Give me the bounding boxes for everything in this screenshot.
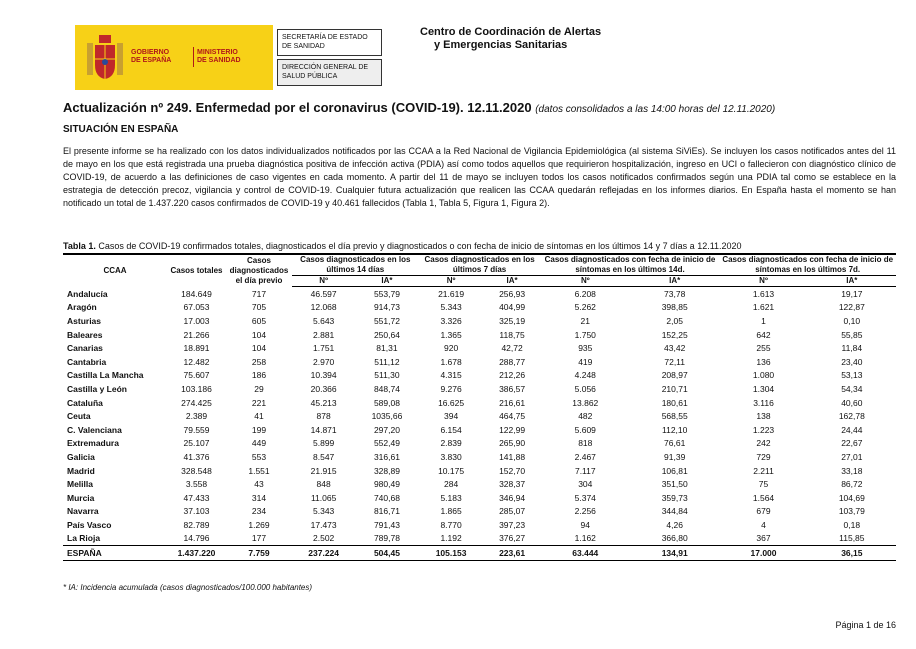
value-cell: 1 bbox=[761, 315, 766, 326]
value-cell: 1.865 bbox=[440, 506, 462, 517]
value-cell: 3.116 bbox=[753, 397, 774, 408]
ccaa-cell: Galicia bbox=[67, 451, 95, 462]
value-cell: 67.053 bbox=[183, 302, 210, 313]
table-row bbox=[63, 491, 896, 505]
value-cell: 5.899 bbox=[313, 438, 335, 449]
header bbox=[75, 25, 385, 90]
cases-table bbox=[63, 253, 896, 561]
header-7-dias: Casos diagnosticados en los últimos 7 días bbox=[419, 254, 541, 276]
ccaa-cell: Castilla y León bbox=[67, 383, 127, 394]
value-cell: 152,25 bbox=[661, 329, 688, 340]
value-cell: 8.547 bbox=[313, 451, 335, 462]
value-cell: 344,84 bbox=[661, 506, 688, 517]
value-cell: 237.224 bbox=[292, 546, 355, 561]
ccaa-cell: La Rioja bbox=[67, 533, 101, 544]
value-cell: 1.678 bbox=[440, 356, 462, 367]
value-cell: 325,19 bbox=[499, 315, 526, 326]
ccaa-cell: C. Valenciana bbox=[67, 424, 122, 435]
value-cell: 47.433 bbox=[183, 492, 210, 503]
value-cell: 29 bbox=[254, 383, 264, 394]
value-cell: 46.597 bbox=[310, 288, 337, 299]
value-cell: 1.304 bbox=[752, 383, 775, 394]
value-cell: 1.621 bbox=[752, 302, 775, 313]
government-logo-block bbox=[75, 25, 273, 90]
header-ccaa: CCAA bbox=[63, 254, 167, 287]
value-cell: 63.444 bbox=[541, 546, 630, 561]
value-cell: 55,85 bbox=[841, 329, 863, 340]
value-cell: 2,05 bbox=[666, 315, 683, 326]
value-cell: 274.425 bbox=[181, 397, 212, 408]
value-cell: 18.891 bbox=[183, 343, 210, 354]
ccaa-cell: Cataluña bbox=[67, 397, 103, 408]
value-cell: 398,85 bbox=[661, 302, 688, 313]
header-14-dias: Casos diagnosticados en los últimos 14 días bbox=[292, 254, 419, 276]
value-cell: 152,70 bbox=[499, 465, 526, 476]
value-cell: 25.107 bbox=[183, 438, 210, 449]
ccaa-cell: Navarra bbox=[67, 506, 99, 517]
table-row bbox=[63, 341, 896, 355]
value-cell: 914,73 bbox=[373, 302, 400, 313]
value-cell: 394 bbox=[443, 411, 459, 422]
table-row bbox=[63, 328, 896, 342]
value-cell: 8.770 bbox=[440, 519, 462, 530]
table-row bbox=[63, 287, 896, 301]
header-ia: IA* bbox=[808, 276, 896, 287]
value-cell: 14.871 bbox=[310, 424, 337, 435]
value-cell: 4 bbox=[761, 519, 766, 530]
value-cell: 1.162 bbox=[574, 533, 596, 544]
value-cell: 4.315 bbox=[440, 370, 462, 381]
value-cell: 104,69 bbox=[838, 492, 865, 503]
value-cell: 5.609 bbox=[574, 424, 596, 435]
value-cell: 19,17 bbox=[841, 288, 863, 299]
value-cell: 37.103 bbox=[183, 506, 210, 517]
value-cell: 54,34 bbox=[841, 383, 863, 394]
value-cell: 351,50 bbox=[661, 479, 688, 490]
value-cell: 234 bbox=[251, 506, 267, 517]
value-cell: 504,45 bbox=[355, 546, 418, 561]
value-cell: 255 bbox=[756, 343, 771, 354]
ccaa-cell: Murcia bbox=[67, 492, 95, 503]
value-cell: 316,61 bbox=[373, 451, 400, 462]
value-cell: 705 bbox=[251, 302, 267, 313]
value-cell: 177 bbox=[251, 533, 267, 544]
value-cell: 103,79 bbox=[838, 506, 865, 517]
value-cell: 848,74 bbox=[373, 383, 400, 394]
direccion-box: DIRECCIÓN GENERAL DE SALUD PÚBLICA bbox=[277, 59, 382, 86]
total-row bbox=[63, 546, 896, 561]
value-cell: 386,57 bbox=[499, 383, 526, 394]
value-cell: 5.643 bbox=[313, 315, 335, 326]
value-cell: 0,10 bbox=[843, 315, 861, 326]
value-cell: 464,75 bbox=[499, 411, 526, 422]
value-cell: 17.000 bbox=[719, 546, 807, 561]
value-cell: 4,26 bbox=[666, 519, 683, 530]
table-row bbox=[63, 396, 896, 410]
value-cell: 256,93 bbox=[499, 288, 526, 299]
value-cell: 397,23 bbox=[499, 519, 526, 530]
ccaa-cell: Baleares bbox=[67, 329, 103, 340]
value-cell: 53,13 bbox=[841, 370, 863, 381]
value-cell: 20.366 bbox=[310, 383, 337, 394]
value-cell: 482 bbox=[578, 411, 593, 422]
value-cell: 359,73 bbox=[661, 492, 688, 503]
value-cell: 41 bbox=[254, 411, 264, 422]
value-cell: 878 bbox=[316, 411, 331, 422]
value-cell: 1035,66 bbox=[371, 411, 403, 422]
value-cell: 43,42 bbox=[664, 343, 686, 354]
table-row bbox=[63, 355, 896, 369]
value-cell: 5.262 bbox=[574, 302, 596, 313]
value-cell: 980,49 bbox=[373, 479, 400, 490]
ccaa-cell: Canarias bbox=[67, 343, 103, 354]
page-title: Actualización nº 249. Enfermedad por el coronavirus (COVID-19). 12.11.2020 (datos consolidados a las 14:00 horas del 12.11.2020) bbox=[63, 100, 776, 115]
value-cell: 920 bbox=[443, 343, 459, 354]
value-cell: 75 bbox=[758, 479, 769, 490]
value-cell: 1.080 bbox=[752, 370, 775, 381]
value-cell: 642 bbox=[756, 329, 771, 340]
value-cell: 16.625 bbox=[438, 397, 465, 408]
table-row bbox=[63, 409, 896, 423]
value-cell: 729 bbox=[756, 451, 771, 462]
header-n: Nº bbox=[292, 276, 355, 287]
value-cell: 818 bbox=[578, 438, 593, 449]
value-cell: 2.502 bbox=[313, 533, 335, 544]
value-cell: 568,55 bbox=[661, 411, 688, 422]
ccaa-cell: Aragón bbox=[67, 302, 97, 313]
value-cell: 10.175 bbox=[438, 465, 465, 476]
value-cell: 12.482 bbox=[183, 356, 210, 367]
value-cell: 27,01 bbox=[841, 451, 863, 462]
value-cell: 2.256 bbox=[574, 506, 596, 517]
value-cell: 5.183 bbox=[440, 492, 462, 503]
section-heading: SITUACIÓN EN ESPAÑA bbox=[63, 124, 179, 135]
value-cell: 5.343 bbox=[313, 506, 335, 517]
intro-paragraph: El presente informe se ha realizado con los datos individualizados notificados por las CCAA a la Red Nacional de Vigilancia Epidemiológica (al sistema SiViEs). Se incluyen los casos notificados antes del 11 de mayo en los que está registrada una prueba diagnóstica positiva de infección activa (PDIA) así como todos aquellos que requirieron hospitalización, ingreso en UCI o fallecieron con diagnóstico clínico de COVID-19, de acuerdo a las definiciones de caso vigentes en cada momento. A partir del 11 de mayo se incluyen todos los casos notificados confirmados según una PDIA tal como se establece en la estrategia de detección precoz, vigilancia y control de COVID-19. Cualquier futura actualización que realicen las CCAA quedarán reflejadas en los informes diarios. En España hasta el momento se han notificado un total de 1.437.220 casos confirmados de COVID-19 y 40.461 fallecidos (Tabla 1, Tabla 5, Figura 1, Figura 2). bbox=[63, 146, 896, 208]
value-cell: 288,77 bbox=[499, 356, 526, 367]
header-n: Nº bbox=[419, 276, 484, 287]
value-cell: 511,30 bbox=[374, 370, 400, 381]
value-cell: 419 bbox=[578, 356, 593, 367]
value-cell: 122,87 bbox=[838, 302, 865, 313]
value-cell: 17.003 bbox=[183, 315, 210, 326]
value-cell: 76,61 bbox=[664, 438, 686, 449]
value-cell: 346,94 bbox=[499, 492, 526, 503]
header-n: Nº bbox=[541, 276, 630, 287]
ccaa-cell: Madrid bbox=[67, 465, 95, 476]
value-cell: 404,99 bbox=[499, 302, 526, 313]
table-row bbox=[63, 437, 896, 451]
value-cell: 210,71 bbox=[661, 383, 688, 394]
ccaa-cell: País Vasco bbox=[67, 519, 112, 530]
value-cell: 72,11 bbox=[664, 356, 685, 367]
secretaria-box: SECRETARÍA DE ESTADO DE SANIDAD bbox=[277, 29, 382, 56]
value-cell: 1.192 bbox=[440, 533, 462, 544]
value-cell: 7.759 bbox=[226, 546, 292, 561]
table-row bbox=[63, 477, 896, 491]
value-cell: 328,89 bbox=[373, 465, 400, 476]
value-cell: 511,12 bbox=[374, 356, 400, 367]
ccaa-cell: ESPAÑA bbox=[63, 546, 167, 561]
value-cell: 366,80 bbox=[661, 533, 688, 544]
value-cell: 2.839 bbox=[440, 438, 462, 449]
table-row bbox=[63, 532, 896, 546]
value-cell: 162,78 bbox=[838, 411, 865, 422]
value-cell: 5.374 bbox=[574, 492, 596, 503]
value-cell: 2.970 bbox=[313, 356, 335, 367]
value-cell: 6.154 bbox=[440, 424, 462, 435]
value-cell: 265,90 bbox=[499, 438, 526, 449]
ccaa-cell: Asturias bbox=[67, 315, 102, 326]
value-cell: 106,81 bbox=[661, 465, 688, 476]
value-cell: 13.862 bbox=[572, 397, 599, 408]
value-cell: 553 bbox=[251, 451, 267, 462]
logo-divider bbox=[193, 47, 194, 67]
value-cell: 2.389 bbox=[185, 411, 208, 422]
page-number: Página 1 de 16 bbox=[835, 620, 896, 630]
value-cell: 199 bbox=[251, 424, 267, 435]
value-cell: 1.751 bbox=[313, 343, 335, 354]
value-cell: 186 bbox=[251, 370, 267, 381]
value-cell: 679 bbox=[756, 506, 771, 517]
centro-coordinacion: Centro de Coordinación de Alertas y Emergencias Sanitarias bbox=[420, 26, 602, 51]
table-body bbox=[63, 287, 896, 561]
value-cell: 816,71 bbox=[373, 506, 400, 517]
value-cell: 605 bbox=[251, 315, 267, 326]
value-cell: 91,39 bbox=[664, 451, 686, 462]
ccaa-cell: Extremadura bbox=[67, 438, 119, 449]
value-cell: 79.559 bbox=[183, 424, 210, 435]
header-n: Nº bbox=[719, 276, 807, 287]
value-cell: 0,18 bbox=[843, 519, 861, 530]
value-cell: 717 bbox=[251, 288, 267, 299]
value-cell: 112,10 bbox=[662, 424, 688, 435]
value-cell: 1.613 bbox=[752, 288, 775, 299]
value-cell: 82.789 bbox=[183, 519, 210, 530]
coat-of-arms-icon bbox=[85, 33, 125, 83]
value-cell: 1.564 bbox=[752, 492, 775, 503]
value-cell: 376,27 bbox=[499, 533, 526, 544]
value-cell: 791,43 bbox=[373, 519, 400, 530]
value-cell: 134,91 bbox=[630, 546, 719, 561]
value-cell: 73,78 bbox=[664, 288, 686, 299]
value-cell: 11.065 bbox=[310, 492, 337, 503]
value-cell: 1.437.220 bbox=[167, 546, 226, 561]
value-cell: 3.326 bbox=[440, 315, 462, 326]
table-row bbox=[63, 505, 896, 519]
value-cell: 21.266 bbox=[183, 329, 210, 340]
value-cell: 740,68 bbox=[373, 492, 400, 503]
value-cell: 1.551 bbox=[248, 465, 270, 476]
value-cell: 7.117 bbox=[574, 465, 596, 476]
value-cell: 104 bbox=[251, 343, 267, 354]
table-row bbox=[63, 314, 896, 328]
value-cell: 94 bbox=[580, 519, 591, 530]
value-cell: 11,84 bbox=[841, 343, 863, 354]
value-cell: 304 bbox=[578, 479, 593, 490]
value-cell: 284 bbox=[443, 479, 459, 490]
value-cell: 115,85 bbox=[839, 533, 865, 544]
value-cell: 5.056 bbox=[574, 383, 596, 394]
value-cell: 6.208 bbox=[574, 288, 596, 299]
header-ia: IA* bbox=[355, 276, 418, 287]
value-cell: 180,61 bbox=[661, 397, 688, 408]
value-cell: 328.548 bbox=[181, 465, 212, 476]
table-row bbox=[63, 464, 896, 478]
value-cell: 589,08 bbox=[373, 397, 400, 408]
value-cell: 41.376 bbox=[183, 451, 210, 462]
value-cell: 104 bbox=[251, 329, 267, 340]
value-cell: 2.881 bbox=[313, 329, 335, 340]
value-cell: 553,79 bbox=[373, 288, 400, 299]
header-ia: IA* bbox=[484, 276, 541, 287]
value-cell: 449 bbox=[251, 438, 267, 449]
value-cell: 242 bbox=[756, 438, 771, 449]
value-cell: 103.186 bbox=[181, 383, 212, 394]
value-cell: 2.467 bbox=[574, 451, 596, 462]
value-cell: 24,44 bbox=[841, 424, 863, 435]
value-cell: 3.830 bbox=[440, 451, 462, 462]
value-cell: 2.211 bbox=[753, 465, 774, 476]
ccaa-cell: Castilla La Mancha bbox=[67, 370, 144, 381]
value-cell: 1.269 bbox=[248, 519, 270, 530]
value-cell: 138 bbox=[756, 411, 771, 422]
table-row bbox=[63, 382, 896, 396]
value-cell: 22,67 bbox=[841, 438, 863, 449]
value-cell: 21.619 bbox=[438, 288, 465, 299]
ccaa-cell: Andalucía bbox=[67, 288, 108, 299]
footnote: * IA: Incidencia acumulada (casos diagnosticados/100.000 habitantes) bbox=[63, 583, 313, 592]
title-note: (datos consolidados a las 14:00 horas del 12.11.2020) bbox=[535, 104, 776, 115]
value-cell: 45.213 bbox=[310, 397, 337, 408]
table-row bbox=[63, 423, 896, 437]
value-cell: 122,99 bbox=[499, 424, 526, 435]
value-cell: 36,15 bbox=[808, 546, 896, 561]
value-cell: 10.394 bbox=[310, 370, 337, 381]
value-cell: 184.649 bbox=[181, 288, 212, 299]
value-cell: 3.558 bbox=[185, 479, 208, 490]
table-row bbox=[63, 518, 896, 532]
header-sintomas-14: Casos diagnosticados con fecha de inicio de síntomas en los últimos 14d. bbox=[541, 254, 720, 276]
value-cell: 1.750 bbox=[574, 329, 596, 340]
value-cell: 5.343 bbox=[440, 302, 462, 313]
value-cell: 43 bbox=[254, 479, 264, 490]
ccaa-cell: Melilla bbox=[67, 479, 93, 490]
gobierno-label: GOBIERNO DE ESPAÑA bbox=[131, 49, 172, 64]
value-cell: 216,61 bbox=[499, 397, 526, 408]
value-cell: 81,31 bbox=[376, 343, 398, 354]
value-cell: 789,78 bbox=[373, 533, 400, 544]
value-cell: 23,40 bbox=[841, 356, 863, 367]
header-dia-previo: Casos diagnosticados el día previo bbox=[226, 254, 292, 287]
value-cell: 141,88 bbox=[499, 451, 526, 462]
value-cell: 314 bbox=[251, 492, 267, 503]
table-row bbox=[63, 369, 896, 383]
value-cell: 33,18 bbox=[841, 465, 863, 476]
value-cell: 1.365 bbox=[440, 329, 462, 340]
value-cell: 12.068 bbox=[310, 302, 337, 313]
ministerio-label: MINISTERIO DE SANIDAD bbox=[197, 49, 241, 64]
value-cell: 367 bbox=[756, 533, 771, 544]
value-cell: 208,97 bbox=[661, 370, 688, 381]
value-cell: 212,26 bbox=[499, 370, 526, 381]
value-cell: 21 bbox=[580, 315, 591, 326]
value-cell: 75.607 bbox=[183, 370, 210, 381]
header-sintomas-7: Casos diagnosticados con fecha de inicio de síntomas en los últimos 7d. bbox=[719, 254, 896, 276]
ccaa-cell: Ceuta bbox=[67, 411, 91, 422]
header-casos-totales: Casos totales bbox=[167, 254, 226, 287]
value-cell: 9.276 bbox=[440, 383, 462, 394]
value-cell: 552,49 bbox=[373, 438, 400, 449]
value-cell: 848 bbox=[316, 479, 331, 490]
value-cell: 105.153 bbox=[419, 546, 484, 561]
value-cell: 136 bbox=[756, 356, 771, 367]
table-row bbox=[63, 301, 896, 315]
value-cell: 223,61 bbox=[484, 546, 541, 561]
table-caption: Tabla 1. Casos de COVID-19 confirmados totales, diagnosticados el día previo y diagnosticados o con fecha de inicio de síntomas en los últimos 14 y 7 días a 12.11.2020 bbox=[63, 241, 742, 251]
value-cell: 21.915 bbox=[310, 465, 337, 476]
value-cell: 40,60 bbox=[841, 397, 863, 408]
value-cell: 14.796 bbox=[183, 533, 210, 544]
value-cell: 250,64 bbox=[373, 329, 400, 340]
value-cell: 118,75 bbox=[499, 329, 525, 340]
value-cell: 221 bbox=[251, 397, 267, 408]
table-row bbox=[63, 450, 896, 464]
value-cell: 1.223 bbox=[752, 424, 775, 435]
value-cell: 86,72 bbox=[841, 479, 863, 490]
value-cell: 297,20 bbox=[373, 424, 400, 435]
value-cell: 328,37 bbox=[499, 479, 526, 490]
value-cell: 4.248 bbox=[574, 370, 596, 381]
ccaa-cell: Cantabria bbox=[67, 356, 107, 367]
value-cell: 17.473 bbox=[310, 519, 337, 530]
value-cell: 42,72 bbox=[501, 343, 523, 354]
value-cell: 935 bbox=[578, 343, 593, 354]
value-cell: 285,07 bbox=[499, 506, 526, 517]
header-ia: IA* bbox=[630, 276, 719, 287]
value-cell: 551,72 bbox=[373, 315, 400, 326]
value-cell: 258 bbox=[251, 356, 267, 367]
